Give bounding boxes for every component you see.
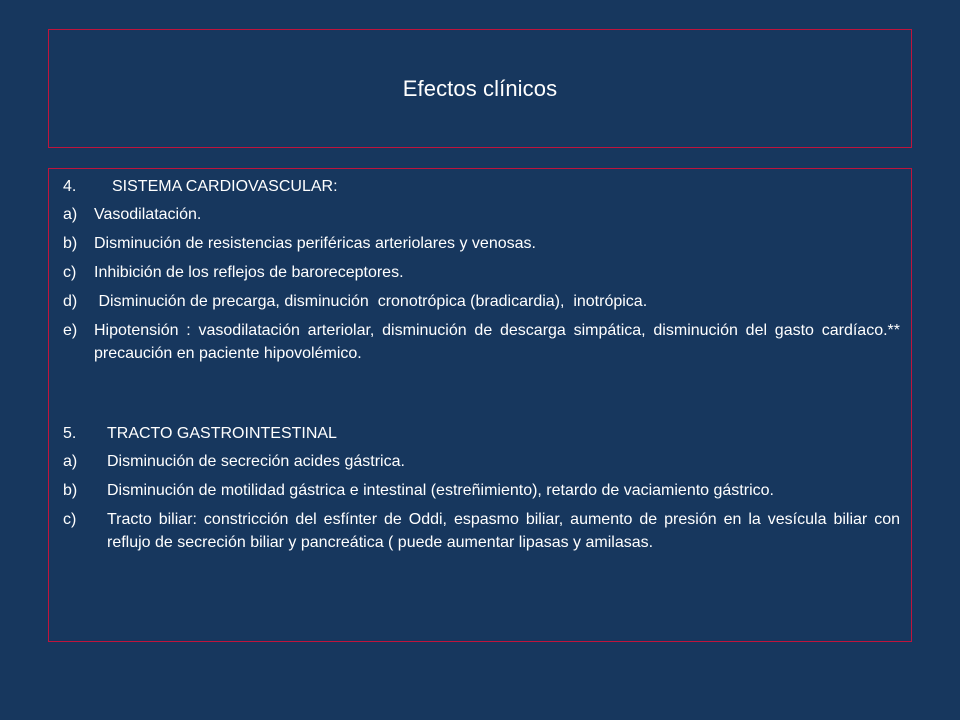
section-number: 4. (63, 178, 77, 195)
item-marker: b) (63, 235, 78, 252)
list-item (63, 450, 900, 473)
item-marker: c) (63, 264, 77, 281)
item-text: Disminución de precarga, disminución cronotrópica (bradicardia), inotrópica. (94, 293, 648, 310)
item-marker: d) (63, 293, 78, 310)
section-spacer (63, 371, 900, 422)
item-text: Inhibición de los reflejos de baroreceptores. (94, 264, 404, 281)
item-marker: c) (63, 511, 77, 528)
item-marker: a) (63, 453, 78, 470)
list-item (63, 203, 900, 226)
item-text: Hipotensión : vasodilatación arteriolar, disminución de descarga simpática, disminución del gasto cardíaco.** precaución en paciente hipovolémico. (94, 322, 900, 362)
item-text: Disminución de resistencias periféricas arteriolares y venosas. (94, 235, 536, 252)
section-title: SISTEMA CARDIOVASCULAR: (112, 178, 338, 195)
title-box (48, 29, 912, 148)
section-number: 5. (63, 425, 77, 442)
list-item (63, 261, 900, 284)
list-item (63, 232, 900, 255)
item-text: Vasodilatación. (94, 206, 202, 223)
list-item (63, 319, 900, 365)
section-heading (63, 175, 900, 198)
content-box (48, 168, 912, 642)
item-text: Disminución de secreción acides gástrica. (107, 453, 405, 470)
slide-title: Efectos clínicos (402, 75, 558, 101)
section-gastrointestinal (63, 422, 900, 554)
item-marker: e) (63, 322, 78, 339)
item-text: Disminución de motilidad gástrica e intestinal (estreñimiento), retardo de vaciamiento gástrico. (107, 482, 774, 499)
item-marker: b) (63, 482, 78, 499)
item-marker: a) (63, 206, 78, 223)
list-item (63, 479, 900, 502)
section-title: TRACTO GASTROINTESTINAL (107, 425, 337, 442)
section-cardiovascular (63, 175, 900, 365)
list-item (63, 290, 900, 313)
list-item (63, 508, 900, 554)
item-text: Tracto biliar: constricción del esfínter de Oddi, espasmo biliar, aumento de presión en la vesícula biliar con reflujo de secreción biliar y pancreática ( puede aumentar lipasas y amilasas. (107, 511, 900, 551)
section-heading (63, 422, 900, 445)
